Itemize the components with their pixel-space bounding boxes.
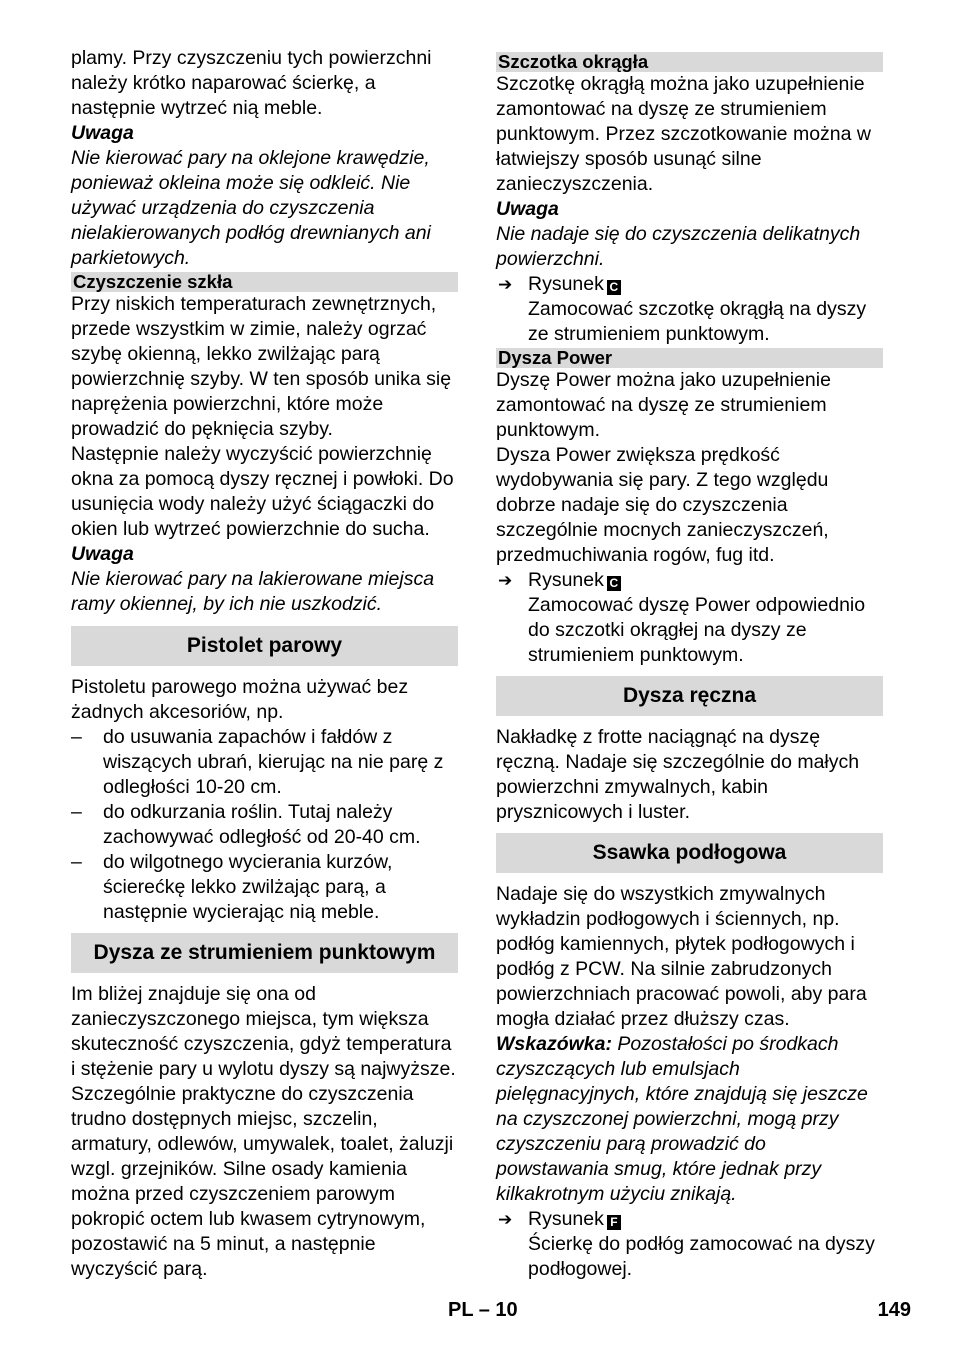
power-paragraph-2: Dysza Power zwiększa prędkość wydobywania się pary. Z tego względu dobrze nadaje się do czyszczenia szczególnie mocnych zanieczyszczeń, przedmuchiwania rogów, fug itd.	[496, 444, 829, 566]
section-heading-spot-nozzle: Dysza ze strumieniem punktowym	[71, 933, 458, 973]
round-brush-paragraph: Szczotkę okrągłą można jako uzupełnienie zamontować na dyszę ze strumieniem punktowym. Przez szczotkowanie można w łatwiejszy sposób usunąć silne zanieczyszczenia.	[496, 73, 871, 195]
figure-label: Rysunek	[528, 569, 604, 591]
spot-nozzle-paragraph: Im bliżej znajduje się ona od zanieczyszczonego miejsca, tym większa skuteczność czyszczenia, gdyż temperatura i stężenie pary u wylotu dyszy są najwyższe. Szczególnie praktyczne do czyszczenia trudno dostępnych miejsc, szczelin, armatury, odlewów, umywalek, toalet, żaluzji wzgl. grzejników. Silne osady kamienia można przed czyszczeniem parowym pokropić octem lub kwasem cytrynowym, pozostawić na 5 minut, a następnie wyczyścić parą.	[71, 983, 456, 1280]
figure-letter-badge: F	[607, 1215, 621, 1230]
figure-label: Rysunek	[528, 273, 604, 295]
figure-instruction: Ścierkę do podłóg zamocować na dyszy podłogowej.	[528, 1233, 875, 1280]
dash-bullet: –	[71, 851, 82, 873]
floor-nozzle-paragraph: Nadaje się do wszystkich zmywalnych wykładzin podłogowych i ściennych, np. podłóg kamiennych, płytek podłogowych i podłóg z PCW. Na silnie zabrudzonych powierzchniach pracować powoli, aby para mogła działać przez dłuższy czas.	[496, 883, 867, 1030]
right-column	[496, 46, 883, 1282]
figure-letter-badge: C	[607, 576, 621, 591]
section-heading-power-nozzle: Dysza Power	[496, 348, 883, 368]
dash-bullet: –	[71, 726, 82, 748]
figure-instruction: Zamocować szczotkę okrągłą na dyszy ze strumieniem punktowym.	[528, 298, 867, 345]
section-heading-glass-cleaning: Czyszczenie szkła	[71, 272, 458, 292]
section-heading-round-brush: Szczotka okrągła	[496, 52, 883, 72]
glass-paragraph-1: Przy niskich temperaturach zewnętrznych, przede wszystkim w zimie, należy ogrzać szybę okienną, lekko zwilżając parą powierzchnię szyby. W ten sposób unika się naprężenia powierzchni, które może prowadzić do pęknięcia szyby.	[71, 293, 452, 440]
note-label: Uwaga	[496, 198, 559, 220]
arrow-icon: ➔	[498, 571, 513, 590]
figure-reference	[496, 272, 883, 347]
list-item	[71, 800, 458, 850]
list-item	[71, 850, 458, 925]
figure-instruction: Zamocować dyszę Power odpowiednio do szczotki okrągłej na dyszy ze strumieniem punktowym.	[528, 594, 866, 666]
glass-paragraph-2: Następnie należy wyczyścić powierzchnię okna za pomocą dyszy ręcznej i powłoki. Do usunięcia wody należy użyć ściągaczki do okien lub wytrzeć powierzchnie do sucha.	[71, 443, 454, 540]
figure-reference	[496, 568, 883, 668]
dash-bullet: –	[71, 801, 82, 823]
arrow-icon: ➔	[498, 275, 513, 294]
section-heading-hand-nozzle: Dysza ręczna	[496, 676, 883, 716]
pistol-intro: Pistoletu parowego można używać bez żadnych akcesoriów, np.	[71, 676, 409, 723]
tip-paragraph	[496, 1032, 883, 1207]
intro-paragraph: plamy. Przy czyszczeniu tych powierzchni należy krótko naparować ścierkę, a następnie wytrzeć nią meble.	[71, 47, 432, 119]
list-item-text: do wilgotnego wycierania kurzów, ścierećkę lekko zwilżając parą, a następnie wycierając nią meble.	[103, 851, 393, 923]
arrow-icon: ➔	[498, 1210, 513, 1229]
list-item	[71, 725, 458, 800]
list-item-text: do odkurzania roślin. Tutaj należy zachowywać odległość od 20-40 cm.	[103, 801, 421, 848]
left-column	[71, 46, 458, 1282]
hand-nozzle-paragraph: Nakładkę z frotte naciągnąć na dyszę ręczną. Nadaje się szczególnie do małych powierzchni zmywalnych, kabin prysznicowych i luster.	[496, 726, 860, 823]
note-text: Nie kierować pary na oklejone krawędzie, ponieważ okleina może się odkleić. Nie używać urządzenia do czyszczenia nielakierowanych podłóg drewnianych ani parkietowych.	[71, 147, 431, 269]
tip-text: Pozostałości po środkach czyszczących lub emulsjach pielęgnacyjnych, które znajdują się jeszcze na czyszczonej powierzchni, mogą przy czyszczeniu parą prowadzić do powstawania smug, które jednak przy kilkakrotnym użyciu znikają.	[496, 1033, 868, 1205]
section-heading-floor-nozzle: Ssawka podłogowa	[496, 833, 883, 873]
note-text: Nie kierować pary na lakierowane miejsca ramy okiennej, by ich nie uszkodzić.	[71, 568, 435, 615]
tip-label: Wskazówka:	[496, 1033, 612, 1055]
note-label: Uwaga	[71, 122, 134, 144]
note-label: Uwaga	[71, 543, 134, 565]
figure-reference	[496, 1207, 883, 1282]
footer-language-page: PL – 10	[448, 1299, 518, 1321]
note-text: Nie nadaje się do czyszczenia delikatnych powierzchni.	[496, 223, 861, 270]
footer-page-number: 149	[877, 1299, 911, 1321]
list-item-text: do usuwania zapachów i fałdów z wiszących ubrań, kierując na nie parę z odległości 10-20 cm.	[103, 726, 444, 798]
figure-label: Rysunek	[528, 1208, 604, 1230]
figure-letter-badge: C	[607, 280, 621, 295]
power-paragraph-1: Dyszę Power można jako uzupełnienie zamontować na dyszę ze strumieniem punktowym.	[496, 369, 831, 441]
section-heading-steam-pistol: Pistolet parowy	[71, 626, 458, 666]
